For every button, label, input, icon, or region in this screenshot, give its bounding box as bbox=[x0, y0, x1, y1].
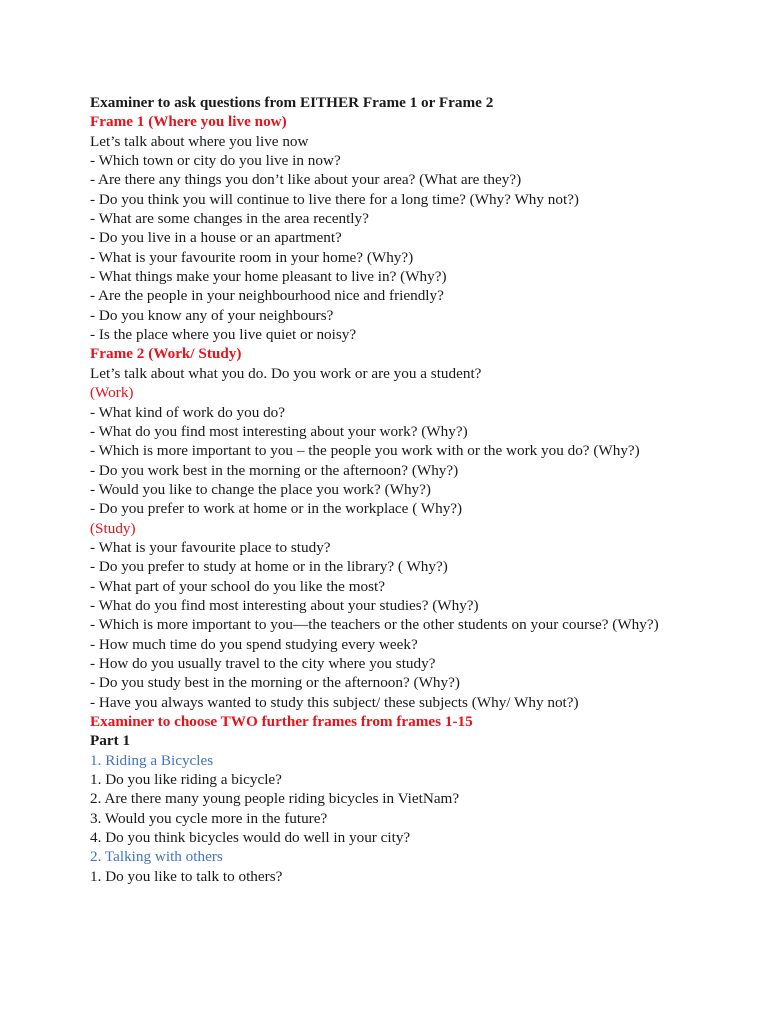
examiner-note: Examiner to choose TWO further frames from frames 1-15 bbox=[90, 713, 473, 730]
question-item: - Is the place where you live quiet or noisy? bbox=[90, 326, 357, 344]
question-item: 1. Do you like riding a bicycle? bbox=[90, 771, 282, 789]
question-item: 4. Do you think bicycles would do well in your city? bbox=[90, 829, 411, 847]
question-item: - What is your favourite room in your home? (Why?) bbox=[90, 248, 414, 266]
frame2-title: Frame 2 (Work/ Study) bbox=[90, 345, 242, 363]
question-item: 1. Do you like to talk to others? bbox=[90, 867, 283, 885]
question-item: - What do you find most interesting about your studies? (Why?) bbox=[90, 596, 479, 614]
question-item: - Do you study best in the morning or the afternoon? (Why?) bbox=[90, 674, 460, 692]
topic1-title: 1. Riding a Bicycles bbox=[90, 751, 214, 769]
question-item: - Would you like to change the place you work? (Why?) bbox=[90, 480, 431, 498]
question-item: - Are there any things you don’t like about your area? (What are they?) bbox=[90, 171, 522, 189]
question-item: - Do you prefer to study at home or in the library? ( Why?) bbox=[90, 558, 448, 576]
part-label: Part 1 bbox=[90, 732, 131, 750]
question-item: - What part of your school do you like the most? bbox=[90, 577, 385, 595]
topic2-question-list bbox=[90, 867, 730, 886]
question-item: - Are the people in your neighbourhood nice and friendly? bbox=[90, 287, 444, 305]
question-item: - Which is more important to you – the people you work with or the work you do? (Why?) bbox=[90, 442, 640, 460]
frame1-question-list bbox=[90, 151, 730, 344]
question-item: - Do you prefer to work at home or in the workplace ( Why?) bbox=[90, 500, 463, 518]
question-item: - Which town or city do you live in now? bbox=[90, 152, 341, 170]
question-item: - How much time do you spend studying every week? bbox=[90, 635, 418, 653]
study-label: (Study) bbox=[90, 519, 136, 537]
question-item: 2. Are there many young people riding bicycles in VietNam? bbox=[90, 790, 460, 808]
question-item: - Which is more important to you—the teachers or the other students on your course? (Why?) bbox=[90, 616, 659, 634]
topic1-question-list bbox=[90, 770, 730, 847]
question-item: - What things make your home pleasant to live in? (Why?) bbox=[90, 268, 447, 286]
question-item: - What kind of work do you do? bbox=[90, 403, 286, 421]
frame1-title: Frame 1 (Where you live now) bbox=[90, 113, 287, 131]
work-label: (Work) bbox=[90, 384, 134, 402]
question-item: - What do you find most interesting about your work? (Why?) bbox=[90, 422, 468, 440]
question-item: - Do you work best in the morning or the afternoon? (Why?) bbox=[90, 461, 459, 479]
question-item: - Do you live in a house or an apartment? bbox=[90, 229, 342, 247]
study-question-list bbox=[90, 538, 730, 712]
question-item: - How do you usually travel to the city where you study? bbox=[90, 654, 436, 672]
question-item: 3. Would you cycle more in the future? bbox=[90, 809, 328, 827]
frame2-intro: Let’s talk about what you do. Do you work or are you a student? bbox=[90, 364, 482, 382]
work-question-list bbox=[90, 403, 730, 519]
document-page bbox=[90, 93, 730, 886]
frame1-intro: Let’s talk about where you live now bbox=[90, 132, 309, 150]
document-heading: Examiner to ask questions from EITHER Frame 1 or Frame 2 bbox=[90, 94, 494, 111]
question-item: - Have you always wanted to study this subject/ these subjects (Why/ Why not?) bbox=[90, 693, 579, 711]
topic2-title: 2. Talking with others bbox=[90, 848, 223, 866]
question-item: - What is your favourite place to study? bbox=[90, 538, 331, 556]
question-item: - Do you know any of your neighbours? bbox=[90, 306, 334, 324]
question-item: - What are some changes in the area recently? bbox=[90, 210, 369, 228]
question-item: - Do you think you will continue to live there for a long time? (Why? Why not?) bbox=[90, 190, 579, 208]
